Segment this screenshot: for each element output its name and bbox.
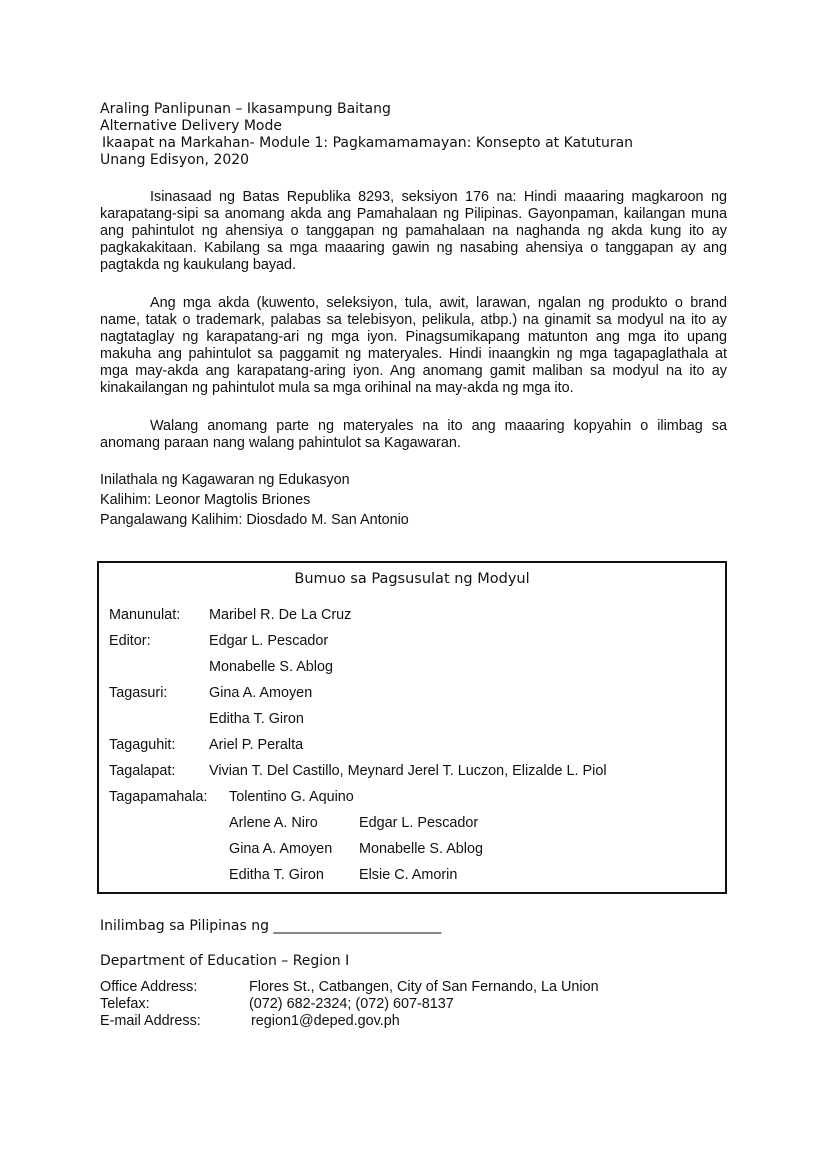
editor-label: Editor: bbox=[109, 633, 151, 649]
department-name: Department of Education – Region I bbox=[100, 953, 350, 969]
email-row bbox=[100, 1013, 400, 1030]
manunulat-label: Manunulat: bbox=[109, 607, 181, 623]
edition: Unang Edisyon, 2020 bbox=[100, 152, 250, 168]
undersecretary-line: Pangalawang Kalihim: Diosdado M. San Antonio bbox=[100, 512, 409, 528]
manager-name: Gina A. Amoyen bbox=[229, 841, 333, 857]
telefax-row bbox=[100, 996, 454, 1013]
manager-name: Editha T. Giron bbox=[229, 867, 324, 883]
tagalapat-names: Vivian T. Del Castillo, Meynard Jerel T. Luczon, Elizalde L. Piol bbox=[209, 763, 607, 779]
manager-name: Elsie C. Amorin bbox=[359, 867, 458, 883]
module-title: Ikaapat na Markahan- Module 1: Pagkamamamayan: Konsepto at Katuturan bbox=[102, 135, 634, 151]
office-address-value: Flores St., Catbangen, City of San Fernando, La Union bbox=[249, 979, 599, 995]
delivery-mode: Alternative Delivery Mode bbox=[100, 118, 282, 134]
credits-title: Bumuo sa Pagsusulat ng Modyul bbox=[294, 571, 530, 587]
editor-name-1: Edgar L. Pescador bbox=[209, 633, 329, 649]
credits-box bbox=[97, 561, 727, 894]
subject-title: Araling Panlipunan – Ikasampung Baitang bbox=[100, 101, 391, 117]
email-value[interactable]: region1@deped.gov.ph bbox=[251, 1013, 400, 1029]
manager-name: Monabelle S. Ablog bbox=[359, 841, 484, 857]
manager-name: Edgar L. Pescador bbox=[359, 815, 479, 831]
copyright-paragraph-3: Walang anomang parte ng materyales na ito ang maaaring kopyahin o ilimbag sa anomang paraan nang walang pahintulot sa Kagawaran. bbox=[100, 418, 727, 451]
editor-name-2: Monabelle S. Ablog bbox=[209, 659, 334, 675]
secretary-line: Kalihim: Leonor Magtolis Briones bbox=[100, 492, 311, 508]
tagalapat-label: Tagalapat: bbox=[109, 763, 176, 779]
copyright-paragraph-2: Ang mga akda (kuwento, seleksiyon, tula, awit, larawan, ngalan ng produkto o brand name, tatak o trademark, palabas sa telebisyon, pelikula, atbp.) na ginamit sa modyul na ito ay nagtataglay ng karapatang-ari ng mga iyon. Pinagsumikapang matunton ang mga ito upang makuha ang pahintulot sa paggamit ng materyales. Hindi inaangkin ng mga tagapaglathala at mga may-akda ang karapatang-aring iyon. Ang anomang gamit maliban sa modyul na ito ay kinakailangan ng pahintulot mula sa mga orihinal na may-akda ng mga ito. bbox=[100, 295, 727, 396]
printed-in-line: Inilimbag sa Pilipinas ng ________________________ bbox=[100, 918, 442, 934]
tagaguhit-label: Tagaguhit: bbox=[109, 737, 176, 753]
email-label: E-mail Address: bbox=[100, 1013, 201, 1029]
manager-name: Arlene A. Niro bbox=[229, 815, 318, 831]
tagasuri-name-2: Editha T. Giron bbox=[209, 711, 304, 727]
telefax-value: (072) 682-2324; (072) 607-8137 bbox=[249, 996, 454, 1012]
copyright-paragraph-1: Isinasaad ng Batas Republika 8293, seksiyon 176 na: Hindi maaaring magkaroon ng karapatang-sipi sa anomang akda ang Pamahalaan ng Pilipinas. Gayonpaman, kailangan muna ang pahintulot ng ahensiya o tanggapan ng pamahalaan na naghanda ng akda kung ito ay pagkakakitaan. Kabilang sa mga maaaring gawin ng nasabing ahensiya o tanggapan ay ang pagtakda ng kaukulang bayad. bbox=[100, 189, 727, 273]
telefax-label: Telefax: bbox=[100, 996, 150, 1012]
tagapamahala-name-1: Tolentino G. Aquino bbox=[229, 789, 354, 805]
office-address-label: Office Address: bbox=[100, 979, 198, 995]
tagasuri-label: Tagasuri: bbox=[109, 685, 168, 701]
office-address-row bbox=[100, 979, 599, 996]
tagasuri-name-1: Gina A. Amoyen bbox=[209, 685, 313, 701]
manunulat-name: Maribel R. De La Cruz bbox=[209, 607, 352, 623]
tagapamahala-label: Tagapamahala: bbox=[109, 789, 208, 805]
tagaguhit-name: Ariel P. Peralta bbox=[209, 737, 304, 753]
publisher-line: Inilathala ng Kagawaran ng Edukasyon bbox=[100, 472, 350, 488]
